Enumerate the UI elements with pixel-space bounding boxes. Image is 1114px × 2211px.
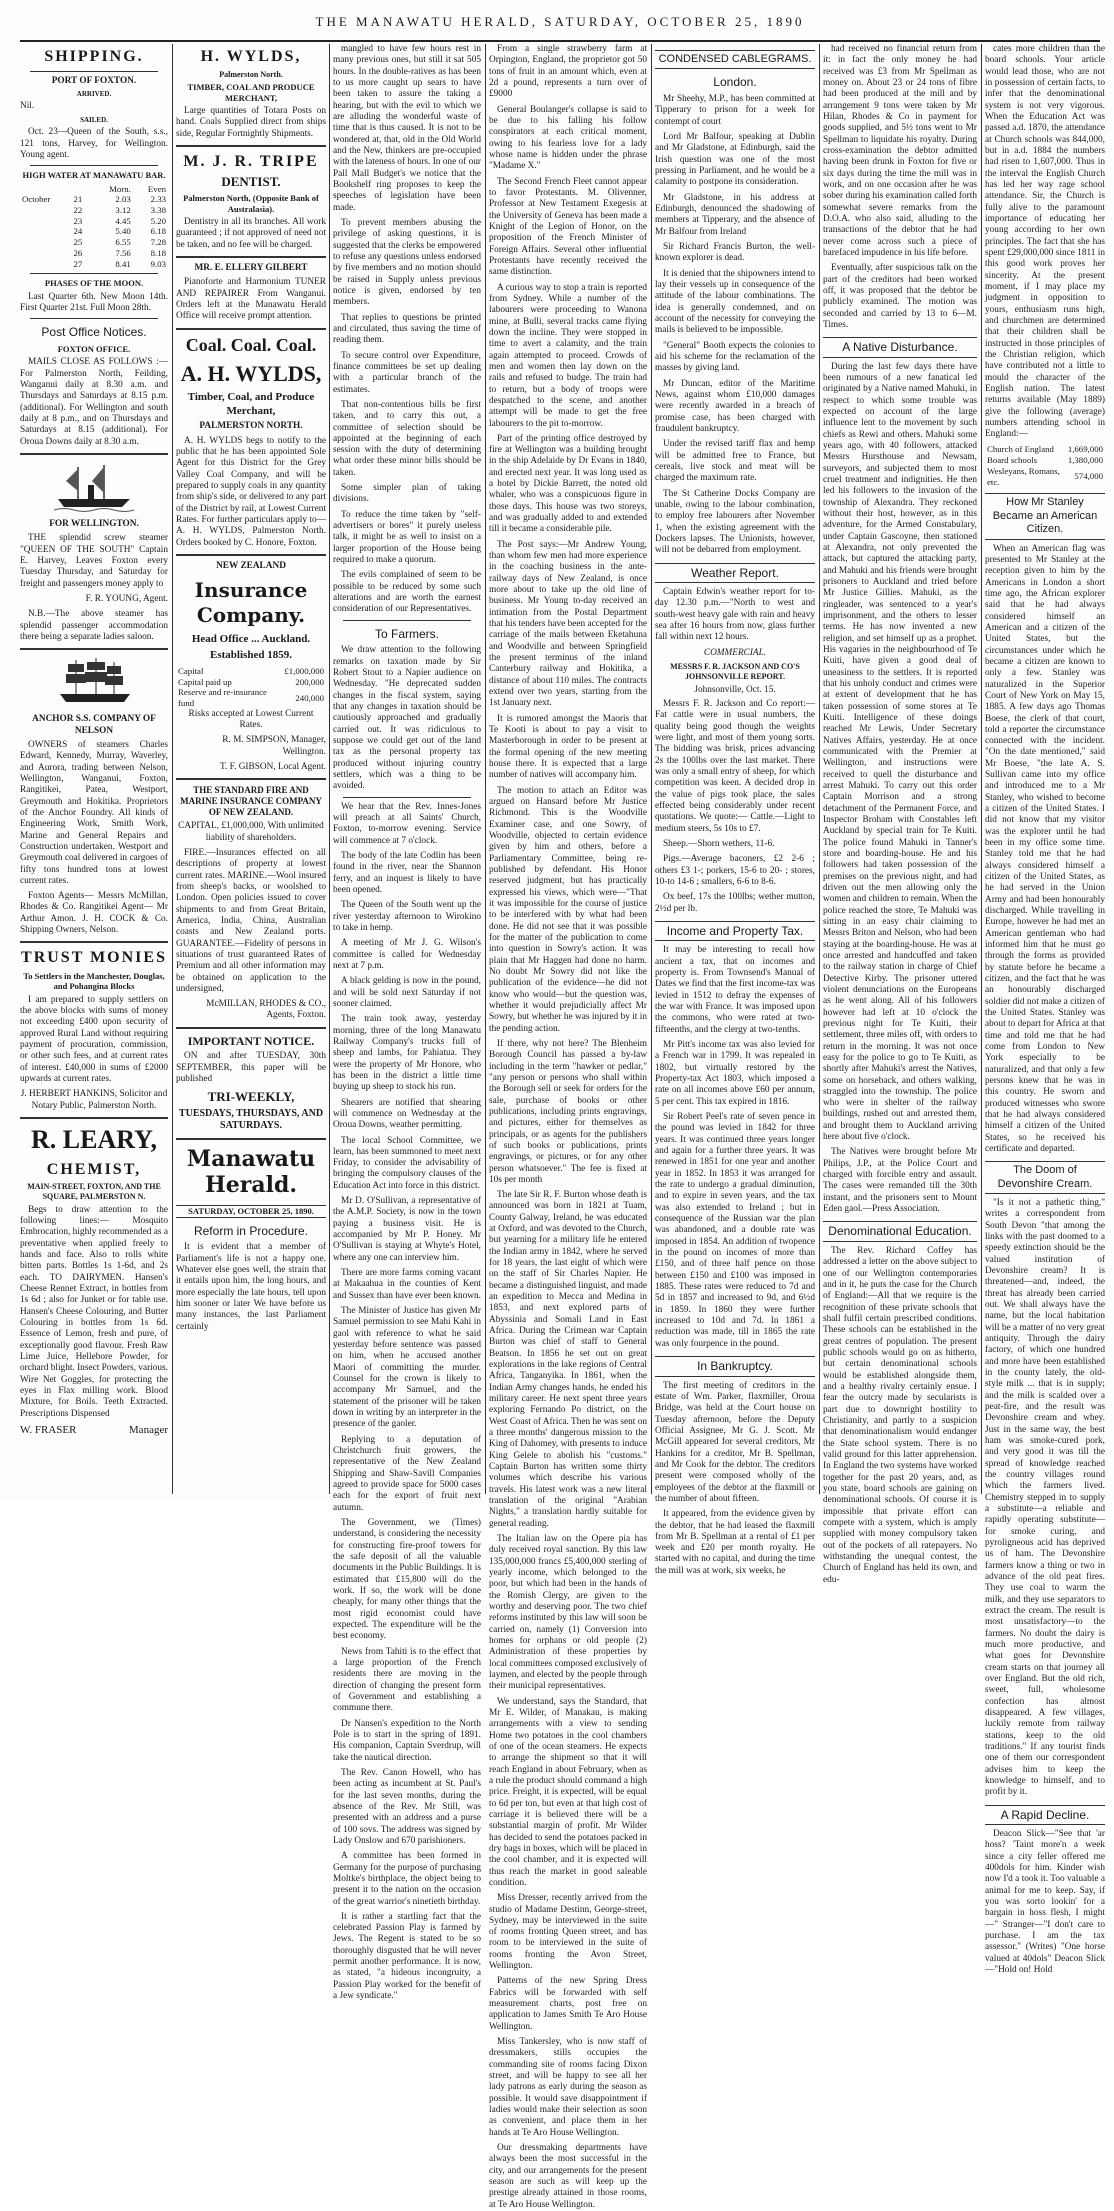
- risks-text: Risks accepted at Lowest Current Rates.: [188, 708, 314, 731]
- divider: [176, 1138, 326, 1140]
- cablegrams-heading: CONDENSED CABLEGRAMS.: [655, 50, 815, 69]
- column-7: [985, 44, 1105, 1976]
- column-6: [823, 44, 977, 1585]
- agent-name: F. R. YOUNG, Agent.: [85, 593, 168, 604]
- divider: [20, 1117, 168, 1119]
- news-item: Our dressmaking departments have always been the most successful in the city, and our arrangements for the present season are such as will keep up the prestige already attained in those rooms, at Te Aro House Wellington.: [489, 2143, 647, 2210]
- article-paragraph: mangled to have few hours rest in many previous ones, but still it sat 505 hours. In the double-ratives as has been to us more caught up sears to have been taken to assure the taking a hearing, but with the evil to which we are alluding the wonderful waste of time that is thus caused. It is not to be wondered at, that, old in the Old World and the New, thinkers are pre-occupied with the lateness of hours. In one of our Pall Mall Budget's we notice that the Bookshelf ring proposes to keep the speeches of legislation have been made.: [333, 44, 481, 213]
- divider: [176, 554, 326, 556]
- herald-title: Manawatu Herald.: [186, 1145, 316, 1199]
- nz-heading: NEW ZEALAND: [216, 560, 286, 571]
- sailed-label: SAILED.: [80, 115, 108, 124]
- standard-heading: THE STANDARD FIRE AND MARINE INSURANCE COMPANY OF NEW ZEALAND.: [180, 785, 322, 818]
- article-paragraph: We draw attention to the following remarks on taxation made by Sir Robert Stout to a Napier audience on Wednesday. "He deprecated sudden changes in the fiscal system, saying that any changes in taxation should be cautiously approached and gradually carried out. It was ridiculous to suppose we could get out of the land tax as the personal property tax produced without injuring country settlers, which was a thing to be avoided.: [333, 645, 481, 792]
- column-rule: [172, 44, 173, 1494]
- arrived-label: ARRIVED.: [76, 89, 112, 98]
- steamer-ad-text: THE splendid screw steamer "QUEEN OF THE SOUTH" Captain E. Harvey, Leaves Foxton every Tuesday Thursday, and Saturday for freight and passengers money apply to: [20, 533, 168, 589]
- tide-heading: HIGH WATER AT MANAWATU BAR.: [22, 170, 166, 181]
- article-paragraph: It appeared, from the evidence given by the debtor, that he had leased the flaxmill from Mr B. Spellman at a rental of £1 per week and £20 per month royalty. He started with no capital, and during the time the mill was at work, six weeks, he: [655, 1509, 815, 1576]
- london-heading: London.: [713, 75, 757, 90]
- news-item: We hear that the Rev. Innes-Jones will preach at all Saints' Church, Foxton, to-morrow evening. Service will commence at 7 o'clock.: [333, 801, 481, 846]
- news-item: A meeting of Mr J. G. Wilson's committee is called for Wednesday next at 7 p.m.: [333, 938, 481, 971]
- column-3: [333, 44, 481, 2002]
- wylds-location: Palmerston North.: [219, 69, 283, 79]
- insurance-heading: Insurance Company.: [194, 578, 308, 627]
- news-item: From a single strawberry farm at Orpington, England, the proprietor got 50 tons of fruit in an amount which, even at 2d a pound, represents a turn over of £9000: [489, 44, 647, 100]
- column-2: [176, 44, 326, 1494]
- dentist-heading: DENTIST.: [221, 174, 281, 190]
- divider: [176, 256, 326, 258]
- cable-item: Under the revised tariff flax and hemp will be admitted free to France, but cereals, live stock and meat will be charged the maximum rate.: [655, 439, 815, 484]
- news-item: A committee has been formed in Germany for the purpose of purchasing Moltke's birthplace, the object being to present it to the nation on the occasion of the great warrior's ninetieth birthday.: [333, 1851, 481, 1907]
- column-rule: [819, 44, 820, 1494]
- bankruptcy-heading: In Bankruptcy.: [655, 1356, 815, 1377]
- news-item: The motion to attach an Editor was argued on Hansard before Mr Justice Richmond. This is the Woodville Examiner case, and one Sowry, of Woodville, objected to certain evidence given by him and others, before a Parliamentary Committee, being re-published by defendant. His Honor reserved judgment, but has practically expressed his views, which were—"That it was impossible for the course of justice to be interfered with by what had been done. He did not see that it was possible for the matter of the publication to come into question in Sowry's action. It was plain that Mr Haggen had done no harm. No doubt Mr Sowry did not like the publication of the evidence—he did not know who would—but the question was, whether it would prejudicially affect Mr Sowry, but whether he was injured by it in the pending action.: [489, 785, 647, 1034]
- ahw-sub: Timber, Coal, and Produce Merchant,: [187, 391, 315, 417]
- news-item: The Italian law on the Opere pia has duly received royal sanction. By this law 135,000,000 francs £5,400,000 sterling of yearly income, which belonged to the poor, but which had been in the hands of the Romish Clergy, are given to the worthy and deserving poor. The two chief reforms instituted by this law will soon be carried on, namely (1) Conversion into homes for orphans or old people (2) Administration of these properties by local committees composed exclusively of laymen, and elected by the people through their municipal representatives.: [489, 1534, 648, 1692]
- gibson-text: T. F. GIBSON, Local Agent.: [220, 762, 326, 772]
- news-item: It is rumored amongst the Maoris that Te Kooti is about to pay a visit to Masterborough in order to be present at the formal opening of the new meeting house there. It is expected that a large number of natives will accompany him.: [489, 713, 647, 781]
- news-item: Miss Tankersley, who is now staff of dressmakers, stills occupies the commanding site of rooms facing Dixon street, and will be happy to see all her lady patrons as early during the season as possible. It would save disappointment if ladies would make their selection as soon as convenient, and place them in her hands at Te Aro House Wellington.: [489, 2037, 647, 2138]
- divider: [20, 941, 168, 943]
- johnsonville-date: Johnsonville, Oct. 15.: [694, 684, 776, 695]
- column-rule: [485, 44, 486, 1494]
- news-item: Part of the printing office destroyed by fire at Wellington was a building brought in the ship Adelaide by Dr Evans in 1840, and erected next year. It was long used as a hotel by Dickie Barrett, the noted old whaler, who was a conspicuous figure in those days. This house was two storeys, and was gradually added to and extended till it became a considerable pile.: [489, 433, 647, 535]
- port-heading: PORT OF FOXTON.: [51, 75, 137, 86]
- news-item: It is rather a startling fact that the celebrated Passion Play is farmed by Jews. The Regent is stated to be so thoroughly disgusted that he will never permit another performance. It is now, as stated, "a hideous incongruity, a Passion Play worked for the benefit of a Jew syndicate.": [333, 1911, 481, 2002]
- article-paragraph: "Is it not a pathetic thing," writes a correspondent from South Devon "that among the links with the past doomed to a speedy extinction should be the valued institution of Devonshire cream? It is threatened—and, indeed, the threat has already been carried out. We shall always have the name, but the local habitation will be a matter of no very great antiquity. Through the dairy factory, of which one hundred and more have been established in the county lately, the old-style milk ... that is in supply; and the milk is scalded over a peat-fire, and the result was Devonshire cream and whey. Just in the same way, the best ham was smoke-cured pork, and very good it was till the spread of knowledge reached the country villages round which the farmers lived. Chemistry stepped in to supply a substitute—a reliable and rapidly operating substitute—for smoke curing, and pyroligneous acid has deprived us of ham. The Devonshire farmers know a thing or two in advance of the old peat fires. They use coal to warm the milk, and they use separators to extract the cream. The result is most unsatisfactory—to the farmers. No doubt the dairy is much more productive, and what goes for Devonshire cream starts on that journey all over England. But the old rich, sweet, full, wholesome confection has almost disappeared. A few villages, luckily remote from railway stations, keep to the old traditions." If any tourist finds one of them our correspondent advises him to keep the knowledge to himself, and to profit by it.: [985, 1198, 1105, 1798]
- post-office-text: MAILS CLOSE AS FOLLOWS :— For Palmerston North, Feilding, Wanganui daily at 8.30 a.m. and Thursdays and Saturdays at 8.15 p.m. (additional). For Wellington and south daily at 8 p.m., and on Thursdays and Saturdays at 8.15 (additional). For Oroua Downs daily at 8.30 a.m.: [20, 357, 168, 447]
- table-row: 26 7.56 8.18: [73, 247, 166, 258]
- farmers-heading: To Farmers.: [374, 626, 439, 641]
- divider: [30, 165, 158, 166]
- divider: [343, 797, 471, 798]
- article-paragraph: Some simpler plan of taking divisions.: [333, 483, 481, 505]
- mcmillan-text: McMILLAN, RHODES & CO., Agents, Foxton.: [206, 999, 326, 1021]
- divider: [176, 145, 326, 147]
- article-paragraph: To prevent members abusing the privilege of asking questions, it is suggested that the clerks be empowered to refuse any questions unless endorsed by five members and no motion should be raised in Supply unless previous notice is given, endorsed by ten members.: [333, 217, 481, 308]
- divider: [30, 318, 158, 319]
- divider: [20, 648, 168, 650]
- trust-monies-heading: TRUST MONIES: [21, 949, 167, 967]
- post-office-heading: Post Office Notices.: [41, 325, 147, 340]
- shipping-heading: SHIPPING.: [44, 48, 144, 65]
- simpson-text: R. M. SIMPSON, Manager, Wellington.: [222, 735, 326, 757]
- news-item: The Minister of Justice has given Mr Samuel permission to see Mahi Kahi in gaol with reference to what he said yesterday before sentence was passed on him, when he accused another Maori of committing the murder. Counsel for the crown is likely to accompany Mr Samuel, and the statement of the prisoner will be taken down in writing by an interpreter in the presence of the gaoler.: [333, 1306, 481, 1430]
- article-paragraph: During the last few days there have been rumours of a new fanatical led originated by a Native named Mahuki, in respect to which some trouble was expected on account of the large influence lent to the movement by such chiefs as Rewi and others. Mahuki some years ago, with 40 followers, attacked Messrs Hursthouse and Newsam, surveyors, and subjected them to most cruel treatment and indignities. He then led his followers to the invasion of the township of Alexandra. They reckoned without their host, however, as in this adventure, for the Armed Constabulary, under Captain Gascoyne, then stationed at Alexandra, not only prevented the attack, but captured the attacking party, and Mahuki and his friends were brought prisoners to Auckland and tried before Mr Justice Gillies. Mahuki, as the ringleader, was sentenced to a year's imprisonment, and the others to lesser terms. He has now invented a new religion, and set himself up as a prophet. His vagaries in the neighbourhood of Te Kuiti, have given a good deal of uneasiness to the settlers. It is reported that his unholy conduct and crimes were at extent of development that he has taken possession of some stores at Te Kuiti. Intelligence of these doings reached Mr Lewis, Under Secretary Natives Affairs, yesterday. He at once communicated with the Premier at Wellington, and instructions were received to quell the disturbance and arrest Mahuki. To carry out this order Captain Morrison and a strong detachment of the Permanent Force, and Inspector Broham with Constables left Auckland by special train for Te Kuiti. The police found Mahuki in Tanner's store and boarding-house. He and his followers had taken possession of the premises on the previous night, and had driven out the men allowing only the women and children to remain. When the police reached the store, Te Mahuki was sitting in an easy chair claiming to Messrs Briton and Nelson, who had been staying at the boarding-house. He was at once arrested and handcuffed and taken to the railway station in charge of Chief Detective Kirby. The prisoner uttered violent denunciations on the Europeans as he went along. All of his followers however had left at 10 o'clock the previous night for Te Kuiti, their settlement, three miles off, with orders to return in the morning. It was not once easy for the police to go to Te Kuiti, as shortly after Mahuki's arrest the Natives, some on horseback, and others walking, straggled into the township. The police who were in shelter of the railway buildings, rushed out and arrested them, and brought them to Auckland arriving here about five o'clock.: [823, 361, 977, 1143]
- capital-table: [176, 666, 326, 709]
- article-paragraph: To secure control over Expenditure, finance committees be set up dealing with a particular branch of the estimates.: [333, 350, 481, 395]
- tide-table: Morn. Even October 21 2.03 2.33 22 3.12 3.38 23 4.45 5.20 24 5.40 6.18 25 6.55 7.28 26 7.56 8.18 27 8.41 9.03: [22, 183, 166, 269]
- divider: [176, 328, 326, 330]
- news-item: A black gelding is now in the pound, and will be sold next Saturday if not sooner claimed.: [333, 976, 481, 1009]
- divider: [343, 620, 471, 621]
- article-paragraph: Sir Robert Peel's rate of seven pence in the pound was levied in 1842 for three years. It was continued three years longer and again for a further three years. It was renewed in 1851 for one year and another year in 1852. In 1853 it was arranged for the rate to undergo a gradual diminution, and to expire in seven years, and the tax was also extended to Ireland ; but in consequence of the Russian war the plan was abandoned, and a double rate was imposed in 1854. An addition of twopence in the pound on incomes of more than £150, and of three half pence on those between £150 and £100 was imposed in 1885. These rates were reduced to 7d and 5d in 1857 and increased to 9d, and 6½d in 1859. In 1860 they were further increased to 10d and 7d. In 1861 a reduction was made, till in 1865 the rate was only fourpence in the pound.: [655, 1112, 815, 1349]
- reform-text: It is evident that a member of Parliament's life is not a happy one. Whatever else goes well, the strain that it entails upon him, the long hours, and more especially the late hours, tell upon him sooner or later We have before us many instances, the last Parliament certainly: [176, 1242, 326, 1332]
- article-paragraph: It may be interesting to recall how ancient a tax, that on incomes and property is. From Townsend's Manual of Dates we find that the first income-tax was levied in 1512 to defray the expenses of the war with France. It was imposed upon the commons, who were rated at two-fifteenths, and the clergy at two-tenths.: [655, 945, 815, 1035]
- table-row: 25 6.55 7.28: [73, 237, 166, 248]
- sailed-text: Oct. 23—Queen of the South, s.s., 121 tons, Harvey, for Wellington. Young agent.: [20, 127, 168, 160]
- table-row: Board schools 1,380,000: [987, 455, 1103, 466]
- table-row: 27 8.41 9.03: [73, 258, 166, 269]
- column-rule: [651, 44, 652, 1494]
- news-item: The late Sir R. F. Burton whose death is announced was born in 1821 at Tuam, County Galway, Ireland, he was educated at Oxford, and was devoted to the Church, but yearning for a military life he entered the Indian army in 1842, where he served for 18 years, the last eight of which were on the staff of Sir Charles Napier. He became a distinguished linguist, and made an expedition to Mecca and Medina in 1853, and next explored parts of Abyssinia and Somali Land in East Africa. During the Crimean war Captain Burton was chief of staff to General Beatson. In 1856 he set out on great explorations in the lake regions of Central Africa, Tanganyika. In 1861, when the Indian Army changes hands, he ended his military career. He next spent three years exploring Fernando Po district, on the West Coast of Africa. Then he was sent on a three months' dangerous mission to the King of Dahomey, with presents to induce King Gelele to abolish his "customs." Captain Burton has written some thirty volumes which describe his various travels. His latest work was a new literal translation of the original "Arabian Nights," a translation hardly suitable for general reading.: [489, 1190, 647, 1529]
- news-item: The Queen of the South went up the river yesterday afternoon to Wirokino to take in hemp.: [333, 900, 481, 933]
- article-paragraph: The first meeting of creditors in the estate of Wm. Parker, flaxmiller, Oroua Bridge, was held at the Court house on Tuesday afternoon, before the Deputy Official Assignee, Mr G. J. Scott. Mr McGill appeared for several creditors, Mr Hankins for a creditor, Mr B. Spellman, and Mr Cook for the debtor. The creditors present were composed wholly of the employees of the debtor at the flaxmill or the number of about fifteen.: [655, 1380, 815, 1504]
- table-row: October 21 2.03 2.33: [22, 194, 166, 205]
- market-report: Sheep.—Shorn wethers, 11-6.: [663, 838, 775, 849]
- divider: [176, 778, 326, 780]
- article-paragraph: cates more children than the board schools. Your article would lead those, who are not in possession of certain facts, to infer that the denominational system is not very vigorous. When the Education Act was passed a.d. 1870, the attendance at Church schools was 844,000, but in a.d. 1884 the numbers had risen to 1,607,000. Thus in the interval the English Church has led her way rage school attendance. Sir, the Church is fully alive to the paramount importance of educating her young according to her own principles. The fact that she has spent £29,000,000 since 1811 in this good work proves her sincerity. At the present moment, if I may place my judgment in opposition to yours, enthusiasm runs high, and churchmen are determined that their children shall be instructed in those principles of the Christian religion, which have contributed not a little to mould the character of the English nation. The latest returns available (May 1889) give the following (average) numbers attending school in England:—: [985, 44, 1105, 440]
- column-4: [489, 44, 648, 2210]
- moon-text: Last Quarter 6th. New Moon 14th. First Quarter 21st. Full Moon 28th.: [20, 291, 168, 314]
- column-rule: [329, 44, 330, 1494]
- article-paragraph: had received no financial return from it: in fact the only money he had received was £3 from Mr Spellman as money on. About 23 or 24 tons of fibre had been produced at the mill and by arrangement 9 tons were taken by Mr Hilan, Rhodes & Co in payment for goods supplied, and 5½ tons went to Mr Spellman to liquidate his royalty. During cross-examination the debtor admitted having been drunk in Foxton for five or six days during the time the mill was in work, and on one occasion after he was sober during his examination called forth somewhat severe remarks from the D.O.A. who also said, alluding to the transactions of the debtor that he had never come across such a piece of barefaced impudence in his life before.: [823, 44, 977, 258]
- timber-text: Large quantities of Totara Posts on hand. Coals Supplied direct from ships side, Regular Fortnightly Shipments.: [176, 105, 326, 139]
- cable-item: "General" Booth expects the colonies to aid his scheme for the reclamation of the masses by giving land.: [655, 340, 815, 374]
- article-paragraph: Mr Pitt's income tax was also levied for a French war in 1799. It was repealed in 1802, but virtually restored by the Property-tax Act 1803, which imposed a rate on all incomes above £60 per annum, 5 per cent. This tax expired in 1816.: [655, 1040, 815, 1107]
- news-item: Patterns of the new Spring Dress Fabrics will be forwarded with self measurement charts, post free on application to James Smith Te Aro House Wellington.: [489, 1976, 647, 2032]
- news-item: Shearers are notified that shearing will commence on Wednesday at the Oroua Downs, weather permitting.: [333, 1097, 481, 1131]
- weather-text: Captain Edwin's weather report for to-day 12.30 p.m.—"North to west and south-west heavy gale with rain and heavy sea after 16 hours from now, glass further fall within next 12 hours.: [655, 587, 815, 643]
- article-paragraph: The Natives were brought before Mr Philips, J.P., at the Police Court and charged with forcible entry and assault. The cases were remanded till the 30th instant, and the prisoners sent to Mount Eden gaol.—Press Association.: [823, 1147, 977, 1215]
- table-row: 24 5.40 6.18: [73, 226, 166, 237]
- anchor-company-text: OWNERS of steamers Charles Edward, Kennedy, Murray, Waverley, and Aurora, trading between Nelson, Wellington, Wanganui, Foxton, Rangitikei, Patea, Westport, Greymouth and Hokitika. Proprietors of the Anchor Foundry. All kinds of Engineering Work, Smith Work, Marine and General Repairs and Construction undertaken. Westport and Greymouth coal delivered in cargoes of fifty tons hundred tons at lowest current rates.: [20, 739, 168, 886]
- trust-monies-sub: To Settlers in the Manchester, Douglas, and Pohangina Blocks: [23, 970, 165, 992]
- news-item: A curious way to stop a train is reported from Sydney. While a number of the labourers were proceeding to Wanona mine, at Bulli, several tracks came flying down the incline. They were stopped in time to avert a calamity, and the train again attempted to proceed. Crowds of men and women then lay down on the rails and refused to budge. The train had to return, but a body of troops were despatched to the scene, and another attempt will be made to get the free labourers to the pit to-morrow.: [489, 282, 647, 429]
- timber-heading: TIMBER, COAL AND PRODUCE MERCHANT,: [187, 82, 315, 103]
- arrived-text: Nil.: [20, 101, 35, 112]
- trust-monies-text: I am prepared to supply settlers on the above blocks with sums of money not exceeding £400 upon security of approved Rural Land without requiring payment of procuration, commission, or other such fees, and at current rates of interest. £40,000 in sums of £2000 upwards at current rates.: [20, 994, 168, 1084]
- cable-item: It is denied that the shipowners intend to lay their vessels up in consequence of the attitude of the labour combinations. The idea is generally condemned, and on account of the necessity for conveying the mails is believed to be impossible.: [655, 268, 815, 336]
- important-text: ON and after TUESDAY, 30th SEPTEMBER, this paper will be published: [176, 1051, 326, 1085]
- gilbert-heading: MR. E. ELLERY GILBERT: [194, 263, 308, 274]
- divider: [30, 273, 158, 274]
- anchor-company-heading: ANCHOR S.S. COMPANY OF NELSON: [32, 714, 156, 736]
- doom-heading: The Doom of Devonshire Cream.: [985, 1161, 1105, 1194]
- sailing-ship-icon: [54, 656, 134, 708]
- school-stats-table: [985, 444, 1105, 487]
- leary-address: MAIN-STREET, FOXTON, AND THE SQUARE, PALMERSTON N.: [27, 1182, 161, 1201]
- table-row: Wesleyans, Romans, etc. 574,000: [987, 465, 1103, 487]
- news-item: If there, why not here? The Blenheim Borough Council has passed a by-law including in the term "hawker or pedlar," "any person or persons who shall within the Borough sell or seek for orders for the sale, purchase of books or other publications, including prints engravings, and pictures, either for themselves as principals, or as agents for the publishers of such books or publications, prints engravings, or pictures, or for any other person whatsoever." The fee is fixed at 10s per month: [489, 1038, 647, 1185]
- table-row: Capital paid up 200,000: [178, 676, 324, 687]
- leary-heading: R. LEARY,: [31, 1124, 157, 1154]
- news-item: The Government, we (Times) understand, is considering the necessity for constructing fire-proof towers for the safe deposit of all the valuable documents in the Public Buildings. It is estimated that £15,800 will do the work. If so, the work will be done cheaply, for many other things that the most rigid economist could have expected. The expenditure will be the best economy.: [333, 1518, 481, 1642]
- article-paragraph: Deacon Slick—"See that 'ar hoss? 'Taint more'n a week since a city feller offered me 400dols for him. Kinder wish now I'd a took it. Too valuable a animal for me to keep. Say, if you was sorto lookin' for a bargain in hoss flesh, I might—" Stranger—"I don't care to purchase. I am the tax assessor." (Writes) "One horse valued at 40dols" Deacon Slick—"Hold on! Hold: [985, 1829, 1105, 1976]
- anchor-company-agents: Foxton Agents— Messrs McMillan, Rhodes & Co. Rangitikei Agent— Mr Arthur Amon. J. H. COCK & Co. Shipping Owners, Nelson.: [20, 891, 168, 936]
- table-row: 22 3.12 3.38: [73, 205, 166, 216]
- important-heading: IMPORTANT NOTICE.: [187, 1033, 315, 1048]
- market-report: Ox beef, 17s the 100lbs; wether mutton, 2½d per lb.: [655, 892, 815, 914]
- news-item: General Boulanger's collapse is said to be due to his falling his follow conspirators at each critical moment, owing to his fearless love for a lady whose name is hidden under the phrase "Madame X.": [489, 104, 647, 172]
- news-item: News from Tahiti is to the effect that a large proportion of the French residents there are moving in the direction of changing the present form of Government and establishing a commune there.: [333, 1646, 481, 1714]
- tripe-heading: M. J. R. TRIPE: [183, 152, 319, 170]
- divider: [176, 1027, 326, 1029]
- market-report: Messrs F. R. Jackson and Co report:— Fat cattle were in usual numbers, the quality being good though the weights were light, and most of them young sorts. The bidding was brisk, prices advancing 2s the 100lbs over the last market. There was only a small entry of sheep, for which competition was keen. A decided drop in the value of pigs took place, the sales effected being considerably under recent quotations. We quote:— Cattle.—Light to medium steers, 5s 10s to £7.: [655, 698, 815, 834]
- steamship-icon: [54, 461, 134, 513]
- news-item: We understand, says the Standard, that Mr E. Wilder, of Manakau, is making arrangements with a view to sending Home two potatoes in the cool chambers of one of the ocean steamers. He expects to arrange the shipment so that it will reach England in about February, when as a rule the product should command a high price. Freight, it is expected, will be equal to 6d per ton, but even at that high cost of carriage it is believed there will be a substantial margin of profit. Mr Wilder has decided to send the potatoes packed in dry bags in boxes, which will be placed in the cool chamber, and it is expected will thus reach the market in good saleable condition.: [489, 1696, 647, 1888]
- fraser-signoff: W. FRASER Manager: [20, 1423, 168, 1436]
- reform-heading: Reform in Procedure.: [193, 1223, 309, 1238]
- ahw-text: A. H. WYLDS begs to notify to the public that he has been appointed Sole Agent for this District for the Grey Valley Coal Company, and will be prepared to supply coals in any quantity from ship's side, or delivered to any part of the District by rail, at Lowest Current Rates. For further particulars apply to— A. H. WYLDS, Palmerston North. Orders booked by C. Honore, Foxton.: [176, 435, 326, 548]
- denominational-heading: Denominational Education.: [823, 1221, 977, 1242]
- news-item: Mr D. O'Sullivan, a representative of the A.M.P. Society, is now in the town paying a business visit. He is accompanied by Mr P. Honey. Mr O'Sullivan is staying at Whyte's Hotel, where any one can interview him.: [333, 1196, 481, 1263]
- news-item: The body of the late Codlin has been found in the river, near the Shannon ferry, and an inquest is likely to have been opened.: [333, 850, 481, 895]
- tripe-location: Palmerston North, (Opposite Bank of Australasia).: [183, 193, 319, 214]
- news-item: The Rev. Canon Howell, who has been acting as incumbent at St. Paul's for the last seven months, during the absence of the Rev. Mr Still, was presented with an address and a purse of 100 sovs. The address was signed by Lady Onslow and 670 parishioners.: [333, 1767, 481, 1846]
- ahw-location: PALMERSTON NORTH.: [199, 421, 303, 432]
- for-wellington: FOR WELLINGTON.: [49, 518, 139, 529]
- chemist-heading: CHEMIST,: [46, 1160, 142, 1178]
- masthead: [20, 14, 1100, 42]
- masthead-title: THE MANAWATU HERALD, SATURDAY, OCTOBER 25, 1890: [315, 14, 805, 29]
- article-paragraph: When an American flag was presented to Mr Stanley at the reception given to him by the Americans in London a short time ago, the African explorer said that he had always considered himself an American and a citizen of the United States, but the circumstances under which he became a citizen are known to only a few. Stanley was naturalized in the Superior Court of New York on May 15, 1885. A few days ago Thomas Boese, the clerk of that court, told a reporter the circumstance connected with the incident. "On the date mentioned," said Mr Boese, "the late A. S. Sullivan came into my office and introduced me to a Mr Stanley, who wished to become a citizen of the United States. I did not know that my visitor was the explorer until he had been in my office some time. Stanley told me that he had always considered himself a citizen of the United States, as he had served in the Union Army and had been honourably discharged. While travelling in Europe, however he had met an American gentleman who had informed him that he must go through the forms as provided by statute before he became a citizen, and the fact that he was an honourably discharged soldier did not make a citizen of the United States. Stanley was about to depart for Africa at that time and told me that he had come from London to New York especially to be naturalized, and that only a few persons knew that he was in this country. He sworn and produced witnesses who swore that he had always considered himself a citizen of the United States, so he received his certificate and departed.: [985, 543, 1105, 1154]
- head-office: Head Office ... Auckland.: [191, 633, 311, 645]
- article-paragraph: Eventually, after suspicious talk on the part of the creditors had been worked off, it was proposed that the debtor be publicly examined. The motion was seconded and carried by 13 to 6—M. Times.: [823, 263, 977, 330]
- income-tax-heading: Income and Property Tax.: [655, 921, 815, 942]
- tri-weekly: TRI-WEEKLY,: [207, 1089, 295, 1105]
- article-paragraph: The Rev. Richard Coffey has addressed a letter on the above subject to one of our Wellington contemporaries and in it, he puts the case for the Church of England:—All that we require is the recognition of these private schools that shall fulfil certain prescribed conditions. These schools can be established in the great centres of population. The present public schools would go on as hitherto, but certain denominational schools would be established alongside them, and a healthy rivalry certainly ensue. I fear the outcry made by secularists is part due to downright hostility to Christianity, and partly to a suspicion that denominationalism would endanger the State school system. There is no valid ground for this latter apprehension. In England the two systems have worked together for the past 20 years, and, as you state, board schools are gaining on denominational schools. Of course it is impossible that private effort can compete with a system, which is amply supplied with money compulsory taken out of the pockets of all ratepayers. No withstanding the unequal contest, the Church of England has held its own, and edu-: [823, 1246, 977, 1585]
- fire-text: FIRE.—Insurances effected on all descriptions of property at lowest current rates. MARINE.—Wool insured from sheep's backs, or woolshed to London. Open policies issued to cover shipments to and from Great Britain, America, India, China, Australian coasts and New Zealand ports. GUARANTEE.—Fidelity of persons in situations of trust guaranteed Rates of Premium and all other information may be obtained on application to the undersigned,: [176, 847, 326, 994]
- news-item: There are more farms coming vacant at Makaahua in the counties of Kent and Sussex than have ever been known.: [333, 1268, 481, 1301]
- cable-item: Mr Duncan, editor of the Maritime News, against whom £10,000 damages were recently awarded in a breach of promise case, has been charged with fraudulent bankruptcy.: [655, 378, 815, 434]
- divider: [30, 71, 158, 72]
- jackson-heading: MESSRS F. R. JACKSON AND CO'S JOHNSONVILLE REPORT.: [670, 662, 800, 681]
- weather-heading: Weather Report.: [655, 563, 815, 584]
- table-row: 23 4.45 5.20: [73, 215, 166, 226]
- nb-text: N.B.—The above steamer has splendid passenger accommodation there being a separate ladies saloon.: [20, 609, 168, 642]
- cable-item: Mr Gladstone, in his address at Edinburgh, denounced the shadowing of members at Tipperary, and the absence of Mr Balfour from Ireland: [655, 192, 815, 237]
- gilbert-text: Pianoforte and Harmonium TUNER AND REPAIRER From Wanganui. Orders left at the Manawatu Herald Office will receive prompt attention.: [176, 277, 326, 322]
- table-row: Reserve and re-insurance fund 240,000: [178, 687, 324, 708]
- native-heading: A Native Disturbance.: [823, 337, 977, 358]
- article-paragraph: The evils complained of seem to be possible to be reduced by some such alterations and are worth the earnest consideration of our Representatives.: [333, 570, 481, 615]
- tripe-text: Dentistry in all its branches. All work guaranteed ; if not approved of need not be taken, and no fee will be charged.: [176, 217, 326, 250]
- table-row: Church of England 1,669,000: [987, 444, 1103, 455]
- cable-item: Lord Mr Balfour, speaking at Dublin and Mr Gladstone, at Edinburgh, said the Irish question was one of the most pressing in Parliament, and he would be a calamity to postpone its consideration.: [655, 132, 815, 188]
- rapid-decline-heading: A Rapid Decline.: [985, 1805, 1105, 1826]
- stanley-heading: How Mr Stanley Became an American Citizen.: [985, 493, 1105, 539]
- divider: [20, 453, 168, 455]
- news-item: The local School Committee, we learn, has been summoned to meet next Friday, to consider the advisability of bringing the compulsory clauses of the Education Act into force in this district.: [333, 1135, 481, 1191]
- coal-heading: Coal. Coal. Coal.: [185, 334, 317, 355]
- cable-item: Sir Richard Francis Burton, the well-known explorer is dead.: [655, 241, 815, 264]
- days-text: TUESDAYS, THURSDAYS, AND SATURDAYS.: [178, 1108, 324, 1132]
- column-5: [655, 44, 815, 1576]
- issue-date: SATURDAY, OCTOBER 25, 1890.: [176, 1205, 326, 1217]
- wylds-heading: H. WYLDS,: [200, 48, 302, 65]
- column-1: [20, 44, 168, 1494]
- news-item: The Post says:—Mr Andrew Young, than whom few men had more experience in the coaching business in the ante-railway days of New Zealand, is once more about to take up the old line of business. Mr Young to-day received an intimation from the Postal Department that his tenders have been accepted for the carriage of the mails between Eketahuna and Woodville and between Springfield the present terminus of the inland Canterbury railway and Hokitika, a distance of about 110 miles. The contracts extend over two years, starting from the 1st January next.: [489, 539, 647, 709]
- news-item: Replying to a deputation of Christchurch fruit growers, the representative of the New Zealand Shipping and Shaw-Savill Companies agreed to provide space for 5000 cases each for the export of fruit next autumn.: [333, 1434, 481, 1513]
- news-item: The Second French Fleet cannot appear to favor Protestants. M. Olivenner, Professor at New Testament Exegesis at the University of Geneva has been made a Knight of the Legion of Honor, on the proposition of the French Minister of Foreign Affairs. Several other influential Protestants have recently received the same distinction.: [489, 176, 647, 278]
- standard-capital: CAPITAL, £1,000,000, With unlimited liability of shareholders.: [178, 821, 324, 843]
- moon-heading: PHASES OF THE MOON.: [44, 278, 144, 289]
- news-item: The train took away, yesterday morning, three of the long Manawatu Railway Company's trucks full of sheep and lambs, for Pahiatua. They were the property of Mr Honore, who has been in the district a little time buying up sheep to stock his run.: [333, 1014, 481, 1093]
- column-rule: [981, 44, 982, 1494]
- article-paragraph: That replies to questions be printed and circulated, thus saving the time of reading them.: [333, 312, 481, 346]
- established: Established 1859.: [210, 649, 292, 662]
- hankins-text: J. HERBERT HANKINS, Solicitor and Notary Public, Palmerston North.: [20, 1089, 168, 1111]
- cable-item: The St Catherine Docks Company are unable, owing to the labour combination, to employ free labourers after November 1, when the existing agreement with the Dockers lapses. The Unionists, however, will not be debarred from employment.: [655, 488, 815, 556]
- leary-text: Begs to draw attention to the following lines:— Mosquito Embrocation, highly recommended as a preventative when applied freely to hands and face. Also to rolls white bitten parts. Bottles 1s 1-6d, and 2s each. TO DAIRYMEN. Hansen's Cheese Rennet Extract, in bottles from 1s 6d ; also for Junket or for table use. Hansen's Cheese Colouring, and Butter Colouring in bottles from 1s 6d. Essence of Lemon, fresh and pure, of exceptionally good flavour. Fresh Raw Lime Juice, Hellebore Powder, for orchard blight. Insect Powders, various. Wire Net Goggles, for protecting the eyes in Flax milling work. Blood Mixture, for Boils. Teeth Extracted. Prescriptions Dispensed: [20, 1204, 168, 1419]
- news-item: Dr Nansen's expedition to the North Pole is to start in the spring of 1891. His companion, Captain Sverdrup, will take the nautical direction.: [333, 1718, 481, 1763]
- post-office-sub: FOXTON OFFICE.: [57, 343, 131, 354]
- ahw-heading: A. H. WYLDS,: [180, 360, 322, 386]
- table-row: Capital £1,000,000: [178, 665, 324, 676]
- article-paragraph: To reduce the time taken by "self-advertisers or bores" it purely useless talk, it might be as well to insist on a larger proportion of the House being required to make a quorum.: [333, 509, 481, 566]
- commercial-heading: COMMERCIAL.: [703, 647, 767, 658]
- article-paragraph: That non-contentious bills be first taken, and to carry this out, a committee of selection should be appointed at the beginning of each session with the duty of determining what order these minor bills should be taken.: [333, 399, 481, 478]
- cable-item: Mr Sheehy, M.P., has been committed at Tipperary to prison for a week for contempt of court: [655, 94, 815, 127]
- news-item: Miss Dresser, recently arrived from the studio of Madame Destinn, George-street, Sydney, may be interviewed in the suite of rooms fronting Queen street, and has room to be interviewed in the suite of rooms fronting the Avon Street, Wellington.: [489, 1893, 647, 1972]
- market-report: Pigs.—Average baconers, £2 2-6 ; others £3 1-; porkers, 15-6 to 20- ; stores, 10-to 14-6 ; smallers, 6-6 to 8-6.: [655, 854, 815, 887]
